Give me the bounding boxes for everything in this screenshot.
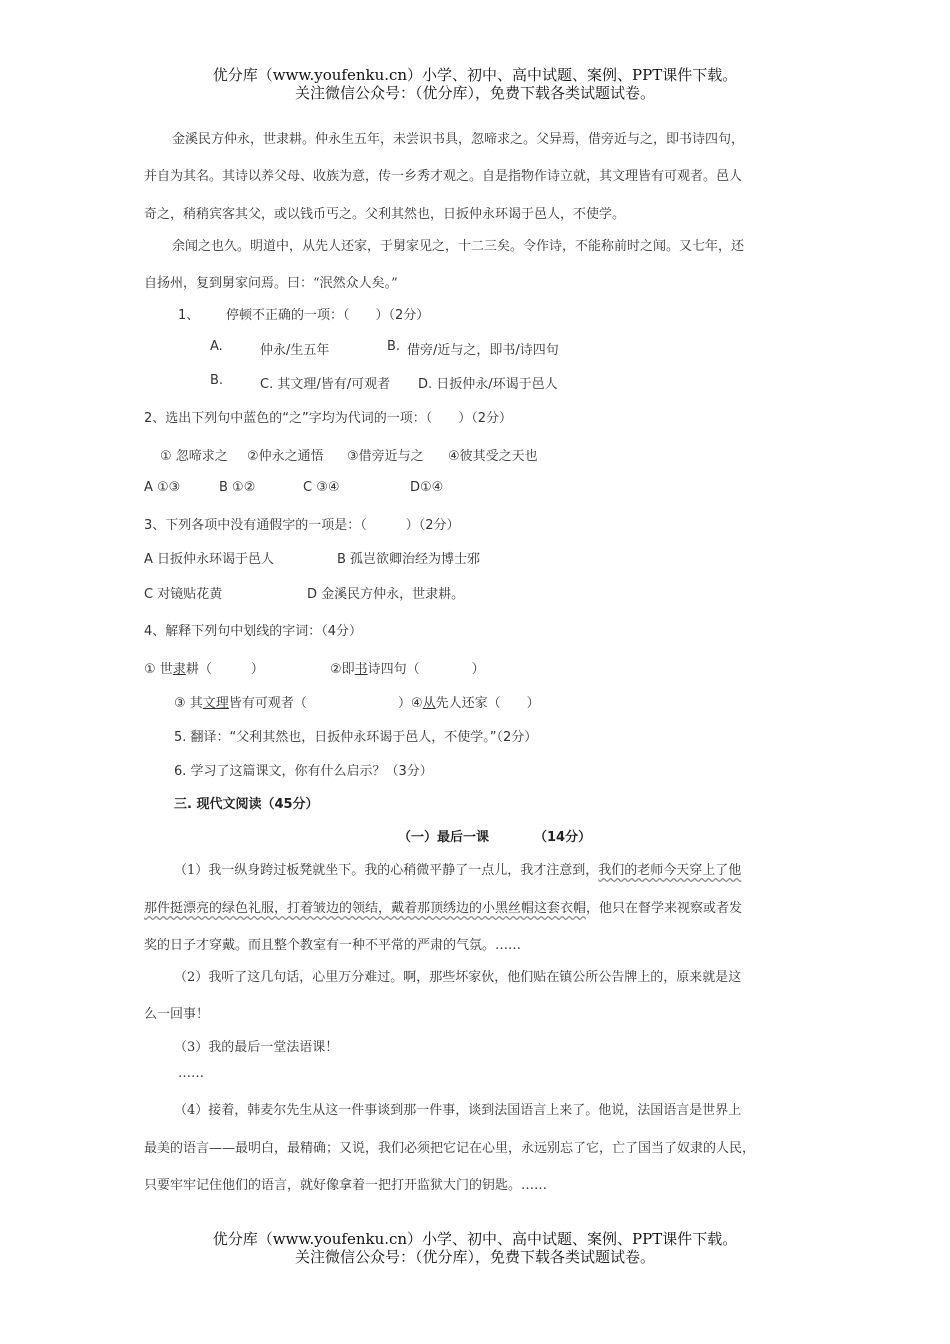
q2-option-c: C ③④ <box>303 480 340 495</box>
q1-option-b-text: 借旁/近与之，即书/诗四句 <box>407 343 559 358</box>
reading-p1-line1-marked: 我们的老师今天穿上了他 <box>598 863 742 878</box>
reading-p1-line3: 奖的日子才穿戴。而且整个教室有一种不平常的严肃的气氛。…… <box>144 938 522 953</box>
q4-item-4-word: 从 <box>422 696 436 711</box>
q2-option-d: D①④ <box>410 480 444 495</box>
q4-item-1 <box>144 658 264 677</box>
passage-p2-line1: 余闻之也久。明道中，从先人还家，于舅家见之，十二三矣。令作诗，不能称前时之闻。又七年，还 <box>172 239 745 254</box>
reading-ellipsis: …… <box>178 1066 204 1081</box>
q4-item-1-suffix: 耕（ ） <box>185 662 264 677</box>
q4-item-2-word: 书 <box>354 662 368 677</box>
q5-text: 5. 翻译：“父利其然也，日扳仲永环谒于邑人，不使学。”（2分） <box>174 730 538 745</box>
reading-p1-line2-plain: ，他只在督学来视察或者发 <box>586 901 743 916</box>
q6-text: 6. 学习了这篇课文，你有什么启示？（3分） <box>174 764 433 779</box>
q4-item-2-prefix: ②即 <box>330 662 355 677</box>
reading-p4-line3: 只要牢牢记住他们的语言，就好像拿着一把打开监狱大门的钥匙。…… <box>144 1178 548 1193</box>
q2-item-1: ① 忽啼求之 <box>160 449 228 464</box>
q4-item-3-word: 文理 <box>202 696 229 711</box>
q1-option-a-text: 仲永/生五年 <box>260 343 330 358</box>
q3-option-b: B 孤岂欲卿治经为博士邪 <box>337 552 481 567</box>
q1-option-c-label: B. <box>210 373 224 388</box>
q2-option-b: B ①② <box>219 480 256 495</box>
q4-item-2-suffix: 诗四句（ ） <box>367 662 485 677</box>
q4-item-1-word: 隶 <box>172 662 186 677</box>
reading-p4-line1: （4）接着，韩麦尔先生从这一件事谈到那一件事，谈到法国语言上来了。他说，法国语言是世界上 <box>174 1103 742 1118</box>
q4-item-4-suffix: 先人还家（ ） <box>435 696 540 711</box>
q1-text: 停顿不正确的一项：（ ）（2分） <box>226 308 430 323</box>
reading-p1-line2-marked: 那件挺漂亮的绿色礼服，打着皱边的领结，戴着那顶绣边的小黑丝帽这套衣帽 <box>144 901 587 916</box>
q4-item-3 <box>174 692 385 711</box>
q2-item-2: ②仲永之通悟 <box>247 449 324 464</box>
passage-p1-line2: 并自为其名。其诗以养父母、收族为意，传一乡秀才观之。自是指物作诗立就，其文理皆有可观者。邑人 <box>144 169 743 184</box>
q3-option-a: A 日扳仲永环谒于邑人 <box>144 552 275 567</box>
q1-option-b-label: B. <box>387 339 401 354</box>
q2-item-3: ③借旁近与之 <box>347 449 424 464</box>
q2-option-a: A ①③ <box>144 480 181 495</box>
q4-item-4-prefix: ）④ <box>398 696 423 711</box>
section3-subtitle-score: （14分） <box>534 830 592 845</box>
passage-p2-line2: 自扬州，复到舅家问焉。曰：“泯然众人矣。” <box>144 276 398 291</box>
passage-p1-line1: 金溪民方仲永，世隶耕。仲永生五年，未尝识书具，忽啼求之。父异焉，借旁近与之，即书诗四句， <box>172 132 745 147</box>
reading-p2-line2: 么一回事！ <box>144 1007 210 1022</box>
reading-p4-line2: 最美的语言——最明白，最精确；又说，我们必须把它记在心里，永远别忘了它，亡了国当了奴隶的人民， <box>144 1141 756 1156</box>
q4-item-3-suffix: 皆有可观者（ <box>228 696 385 711</box>
header-line-2: 关注微信公众号：（优分库），免费下载各类试题试卷。 <box>294 84 655 102</box>
reading-p1-line2 <box>144 897 742 916</box>
reading-p3: （3）我的最后一堂法语课！ <box>174 1040 339 1055</box>
q4-item-1-prefix: ① 世 <box>144 662 173 677</box>
reading-p2-line1: （2）我听了这几句话，心里万分难过。啊，那些坏家伙，他们贴在镇公所公告牌上的，原来就是这 <box>174 970 742 985</box>
reading-p1-line1-plain: （1）我一纵身跨过板凳就坐下。我的心稍微平静了一点儿，我才注意到， <box>174 863 599 878</box>
q4-item-4 <box>398 692 540 711</box>
q3-option-d: D 金溪民方仲永，世隶耕。 <box>307 587 465 602</box>
q1-number: 1、 <box>178 308 200 323</box>
section3-subtitle: （一）最后一课 <box>398 830 490 845</box>
passage-p1-line3: 奇之，稍稍宾客其父，或以钱币丐之。父利其然也，日扳仲永环谒于邑人，不使学。 <box>144 207 626 222</box>
footer-line-1: 优分库（www.youfenku.cn）小学、初中、高中试题、案例、PPT课件下载。 <box>212 1230 738 1248</box>
q3-option-c: C 对镜贴花黄 <box>144 587 223 602</box>
footer-line-2: 关注微信公众号：（优分库），免费下载各类试题试卷。 <box>294 1248 655 1266</box>
section3-title: 三. 现代文阅读（45分） <box>174 797 319 812</box>
q2-text: 2、选出下列句中蓝色的“之”字均为代词的一项：（ ）（2分） <box>144 411 513 426</box>
q1-option-d-text: D. 日扳仲永/环谒于邑人 <box>418 377 558 392</box>
reading-p1-line1 <box>174 859 741 878</box>
q4-text: 4、解释下列句中划线的字词：（4分） <box>144 624 363 639</box>
q2-item-4: ④彼其受之天也 <box>448 449 538 464</box>
header-line-1: 优分库（www.youfenku.cn）小学、初中、高中试题、案例、PPT课件下载。 <box>212 66 738 84</box>
q1-option-a-label: A. <box>210 339 223 354</box>
q4-item-3-prefix: ③ 其 <box>174 696 203 711</box>
q3-text: 3、下列各项中没有通假字的一项是：（ ）（2分） <box>144 518 460 533</box>
q4-item-2 <box>330 658 485 677</box>
q1-option-c-text: C. 其文理/皆有/可观者 <box>260 377 391 392</box>
